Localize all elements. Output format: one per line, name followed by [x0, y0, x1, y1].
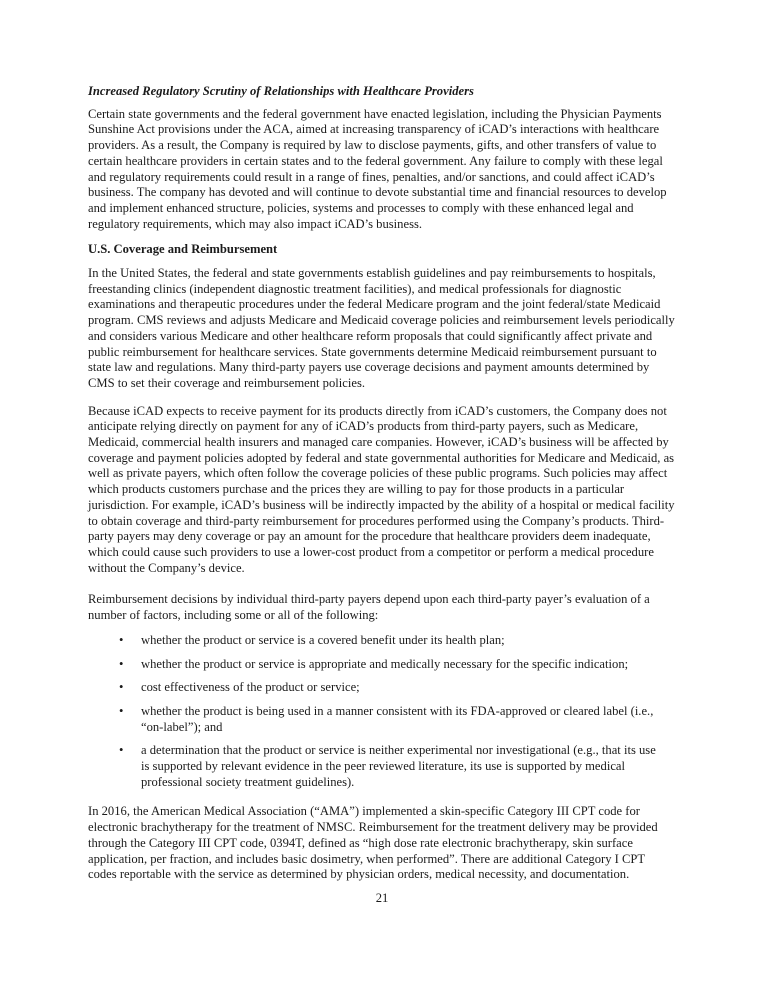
bullet-icon: • — [119, 632, 124, 647]
list-item — [119, 743, 676, 790]
list-item-text: whether the product or service is appropriate and medically necessary for the specific indication; — [141, 656, 629, 671]
list-item-text: whether the product is being used in a manner consistent with its FDA-approved or cleared label (i.e., “on-label”); and — [141, 703, 654, 734]
paragraph-us-coverage-intro: In the United States, the federal and state governments establish guidelines and pay reimbursements to hospitals, freestanding clinics (independent diagnostic treatment facilities), and medical professionals for diagnostic examinations and therapeutic procedures under the federal Medicare program and the joint federal/state Medicaid program. CMS reviews and adjusts Medicare and Medicaid coverage policies and reimbursement levels periodically and considers various Medicare and other healthcare reform proposals that could significantly affect private and public reimbursement for healthcare services. State governments determine Medicaid reimbursement pursuant to state law and regulations. Many third-party payers use coverage decisions and payment amounts determined by CMS to set their coverage and reimbursement policies. — [88, 266, 675, 390]
reimbursement-factors-list — [88, 633, 676, 791]
bullet-icon: • — [119, 680, 124, 695]
paragraph-ama-cpt-code: In 2016, the American Medical Association (“AMA”) implemented a skin-specific Category III CPT code for electronic brachytherapy for the treatment of NMSC. Reimbursement for the treatment delivery may be provided through the Category III CPT code, 0394T, defined as “high dose rate electronic brachytherapy, skin surface application, per fraction, and includes basic dosimetry, when performed”. There are additional Category I CPT codes reportable with the service as determined by physician orders, medical necessity, and documentation. — [88, 804, 658, 882]
section-heading-us-coverage: U.S. Coverage and Reimbursement — [88, 242, 278, 257]
list-item — [119, 656, 676, 673]
paragraph-regulatory-scrutiny: Certain state governments and the federal government have enacted legislation, including the Physician Payments Sunshine Act provisions under the ACA, aimed at increasing transparency of iCAD’s interactions with healthcare providers. As a result, the Company is required by law to disclose payments, gifts, and other transfers of value to certain healthcare providers in certain states and to the federal government. Any failure to comply with these legal and regulatory requirements could result in a range of fines, penalties, and/or sanctions, and could affect iCAD’s business. The company has devoted and will continue to devote substantial time and financial resources to develop and implement enhanced structure, policies, systems and processes to comply with these enhanced legal and regulatory requirements, which may also impact iCAD’s business. — [88, 106, 667, 231]
list-item-text: a determination that the product or service is neither experimental nor investigational (e.g., that its use is supported by relevant evidence in the peer reviewed literature, its use is supported by medical professional society treatment guidelines). — [141, 743, 656, 789]
list-item — [119, 680, 676, 696]
bullet-icon: • — [119, 743, 124, 758]
bullet-icon: • — [119, 656, 124, 671]
list-item — [119, 632, 676, 649]
paragraph-reimbursement-factors-lead: Reimbursement decisions by individual third-party payers depend upon each third-party payer’s evaluation of a number of factors, including some or all of the following: — [88, 592, 650, 623]
list-item-text: cost effectiveness of the product or service; — [141, 680, 360, 695]
list-item-text: whether the product or service is a covered benefit under its health plan; — [141, 632, 505, 647]
list-item — [119, 703, 676, 735]
page-number: 21 — [375, 890, 389, 905]
section-heading-regulatory-scrutiny: Increased Regulatory Scrutiny of Relationships with Healthcare Providers — [88, 84, 474, 98]
paragraph-icad-third-party-payers: Because iCAD expects to receive payment for its products directly from iCAD’s customers, the Company does not anticipate relying directly on payment for any of iCAD’s products from third-party payers, such as Medicare, Medicaid, commercial health insurers and managed care companies. However, iCAD’s business will be affected by coverage and payment policies adopted by federal and state governmental authorities for Medicare and Medicaid, as well as private payers, which often follow the coverage policies of these public programs. Such policies may affect which products customers purchase and the prices they are willing to pay for those products in a particular jurisdiction. For example, iCAD’s business will be indirectly impacted by the ability of a hospital or medical facility to obtain coverage and third-party reimbursement for procedures performed using the Company’s products. Third-party payers may deny coverage or pay an amount for the procedure that healthcare providers deem inadequate, which could cause such providers to use a lower-cost product from a competitor or perform a medical procedure without the Company’s device. — [88, 403, 675, 575]
bullet-icon: • — [119, 703, 124, 718]
